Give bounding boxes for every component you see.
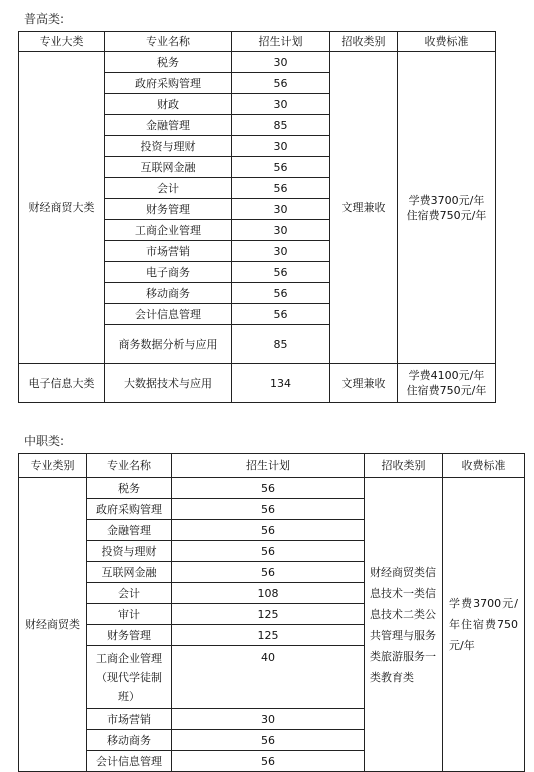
plan-cell: 30 bbox=[232, 136, 330, 157]
table-row bbox=[19, 478, 525, 499]
major-cell: 税务 bbox=[87, 478, 172, 499]
table-row bbox=[19, 52, 496, 73]
plan-cell: 30 bbox=[232, 199, 330, 220]
admission-cell: 文理兼收 bbox=[330, 52, 398, 364]
major-cell: 金融管理 bbox=[105, 115, 232, 136]
plan-cell: 30 bbox=[232, 52, 330, 73]
major-cell: 政府采购管理 bbox=[87, 499, 172, 520]
header-category: 专业大类 bbox=[19, 32, 105, 52]
major-cell: 投资与理财 bbox=[105, 136, 232, 157]
plan-cell: 56 bbox=[172, 751, 365, 772]
general-section-title: 普高类: bbox=[24, 12, 65, 26]
plan-cell: 85 bbox=[232, 325, 330, 364]
plan-cell: 30 bbox=[172, 709, 365, 730]
major-cell: 市场营销 bbox=[105, 241, 232, 262]
plan-cell: 56 bbox=[172, 520, 365, 541]
major-cell: 商务数据分析与应用 bbox=[105, 325, 232, 364]
fee-cell bbox=[398, 52, 496, 364]
plan-cell: 85 bbox=[232, 115, 330, 136]
header-major: 专业名称 bbox=[105, 32, 232, 52]
plan-cell: 30 bbox=[232, 220, 330, 241]
fee-cell bbox=[398, 364, 496, 403]
major-cell: 电子商务 bbox=[105, 262, 232, 283]
major-cell: 财务管理 bbox=[87, 625, 172, 646]
major-cell: 互联网金融 bbox=[105, 157, 232, 178]
major-cell: 财政 bbox=[105, 94, 232, 115]
header-plan: 招生计划 bbox=[232, 32, 330, 52]
major-cell: 移动商务 bbox=[105, 283, 232, 304]
header-plan: 招生计划 bbox=[172, 454, 365, 478]
admission-cell: 文理兼收 bbox=[330, 364, 398, 403]
plan-cell: 125 bbox=[172, 604, 365, 625]
plan-cell: 134 bbox=[232, 364, 330, 403]
dorm-fee-text: 住宿费750元/年 bbox=[406, 208, 487, 222]
major-cell: 政府采购管理 bbox=[105, 73, 232, 94]
table-row bbox=[19, 364, 496, 403]
plan-cell: 40 bbox=[172, 646, 365, 709]
general-admissions-table bbox=[18, 31, 496, 403]
fee-cell: 学费3700元/年住宿费750元/年 bbox=[443, 478, 525, 772]
vocational-section-title: 中职类: bbox=[24, 434, 65, 448]
major-cell: 投资与理财 bbox=[87, 541, 172, 562]
major-cell: 审计 bbox=[87, 604, 172, 625]
table-header-row bbox=[19, 454, 525, 478]
plan-cell: 56 bbox=[232, 283, 330, 304]
table-header-row bbox=[19, 32, 496, 52]
major-cell: 市场营销 bbox=[87, 709, 172, 730]
major-cell: 会计信息管理 bbox=[105, 304, 232, 325]
plan-cell: 125 bbox=[172, 625, 365, 646]
major-cell: 移动商务 bbox=[87, 730, 172, 751]
header-category: 专业类别 bbox=[19, 454, 87, 478]
major-cell: 会计 bbox=[87, 583, 172, 604]
plan-cell: 56 bbox=[232, 157, 330, 178]
major-cell: 金融管理 bbox=[87, 520, 172, 541]
category-cell: 财经商贸大类 bbox=[19, 52, 105, 364]
plan-cell: 56 bbox=[172, 730, 365, 751]
major-cell: 互联网金融 bbox=[87, 562, 172, 583]
plan-cell: 56 bbox=[232, 178, 330, 199]
plan-cell: 56 bbox=[172, 541, 365, 562]
header-admission: 招收类别 bbox=[330, 32, 398, 52]
tuition-text: 学费3700元/年 bbox=[408, 193, 485, 207]
plan-cell: 56 bbox=[172, 478, 365, 499]
plan-cell: 30 bbox=[232, 241, 330, 262]
header-major: 专业名称 bbox=[87, 454, 172, 478]
dorm-fee-text: 住宿费750元/年 bbox=[406, 384, 487, 397]
plan-cell: 56 bbox=[232, 304, 330, 325]
plan-cell: 108 bbox=[172, 583, 365, 604]
major-cell: 工商企业管理（现代学徒制班） bbox=[87, 646, 172, 709]
category-cell: 电子信息大类 bbox=[19, 364, 105, 403]
plan-cell: 56 bbox=[232, 73, 330, 94]
major-cell: 财务管理 bbox=[105, 199, 232, 220]
major-cell: 会计 bbox=[105, 178, 232, 199]
tuition-text: 学费4100元/年 bbox=[408, 369, 485, 382]
header-fee: 收费标准 bbox=[443, 454, 525, 478]
header-fee: 收费标准 bbox=[398, 32, 496, 52]
major-cell: 税务 bbox=[105, 52, 232, 73]
major-cell: 大数据技术与应用 bbox=[105, 364, 232, 403]
admission-cell: 财经商贸类信息技术一类信息技术二类公共管理与服务类旅游服务一类教育类 bbox=[365, 478, 443, 772]
vocational-admissions-table bbox=[18, 453, 525, 772]
plan-cell: 56 bbox=[172, 562, 365, 583]
major-cell: 工商企业管理 bbox=[105, 220, 232, 241]
plan-cell: 56 bbox=[172, 499, 365, 520]
plan-cell: 56 bbox=[232, 262, 330, 283]
major-cell: 会计信息管理 bbox=[87, 751, 172, 772]
category-cell: 财经商贸类 bbox=[19, 478, 87, 772]
header-admission: 招收类别 bbox=[365, 454, 443, 478]
plan-cell: 30 bbox=[232, 94, 330, 115]
